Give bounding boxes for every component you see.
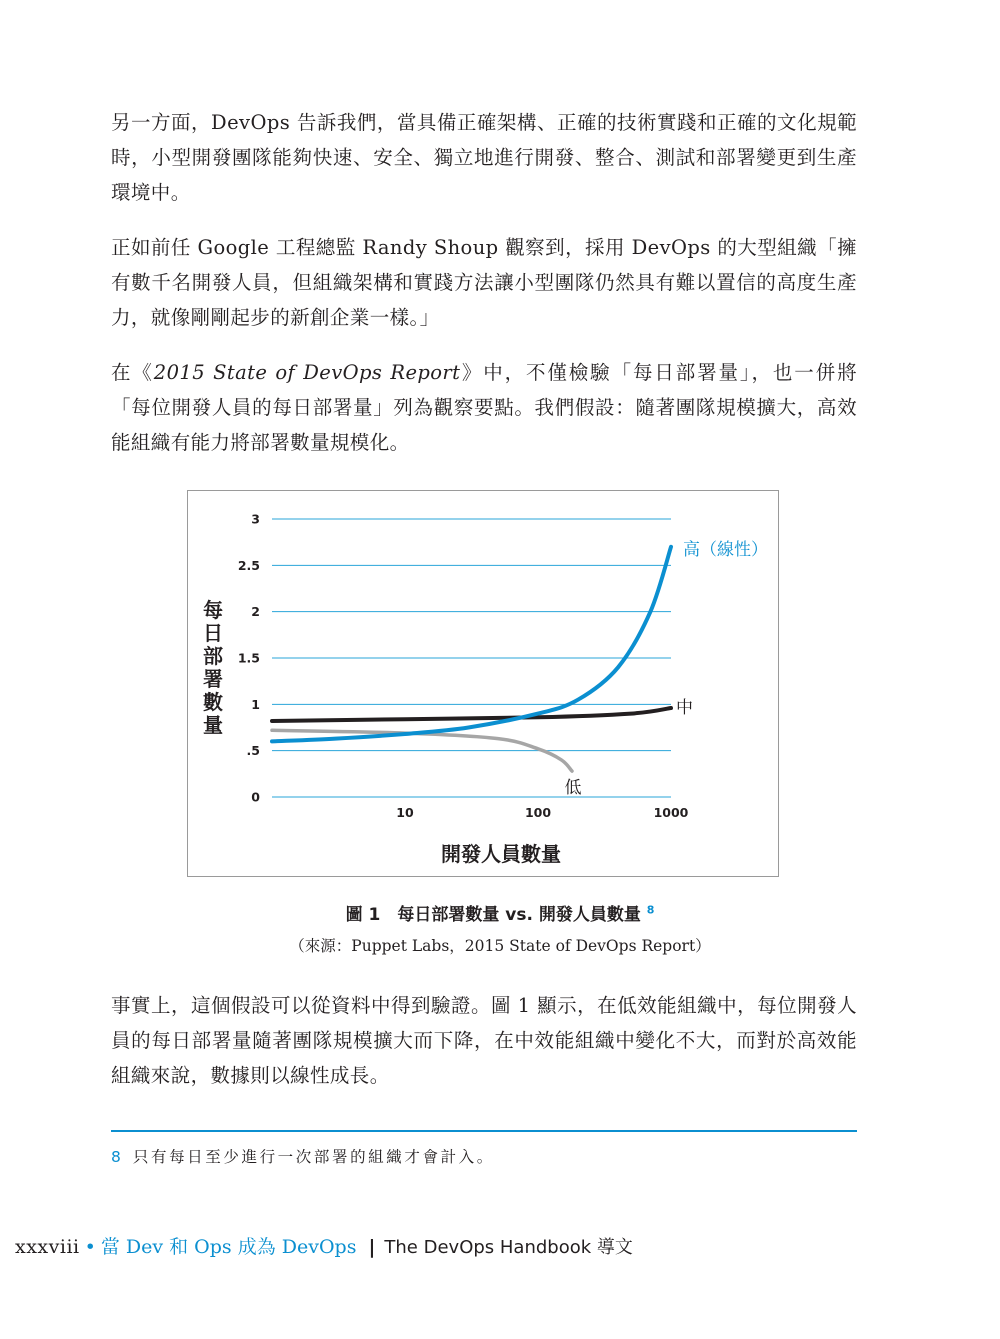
y-axis-title-char: 每 (203, 598, 223, 622)
x-tick-label: 100 (524, 805, 552, 820)
y-axis-title-char: 量 (203, 713, 223, 737)
page-footer (15, 1232, 633, 1259)
figure-chart-frame (187, 490, 779, 877)
chapter-title: The DevOps Handbook 導文 (384, 1237, 633, 1258)
x-axis-title: 開發人員數量 (441, 842, 561, 866)
y-tick-label: 2 (251, 604, 260, 620)
x-tick-label: 10 (396, 805, 414, 820)
y-axis-title-char: 署 (203, 667, 223, 691)
figure-caption-ref[interactable]: 8 (646, 903, 655, 917)
paragraph-3 (111, 355, 857, 460)
y-tick-label: 0 (251, 789, 260, 805)
paragraph-1: 另一方面，DevOps 告訴我們，當具備正確架構、正確的技術實踐和正確的文化規範時，小型開發團隊能夠快速、安全、獨立地進行開發、整合、測試和部署變更到生產環境中。 (111, 111, 857, 204)
book-title: 當 Dev 和 Ops 成為 DevOps (100, 1236, 357, 1258)
y-tick-label: 1.5 (237, 650, 260, 666)
paragraph-3-before: 在《 (111, 361, 154, 384)
paragraph-2: 正如前任 Google 工程總監 Randy Shoup 觀察到，採用 DevOps 的大型組織「擁有數千名開發人員，但組織架構和實踐方法讓小型團隊仍然具有難以置信的高度生產力，就像剛剛起步的新創企業一樣。」 (111, 236, 857, 329)
y-tick-label: 1 (251, 696, 260, 712)
y-axis-title-char: 數 (203, 690, 223, 714)
figure-caption-text: 圖 1 每日部署數量 vs. 開發人員數量 (345, 905, 641, 925)
paragraph-3-after: 》中，不僅檢驗「每日部署量」，也一併將「每位開發人員的每日部署量」列為觀察要點。我們假設：隨著團隊規模擴大，高效能組織有能力將部署數量規模化。 (111, 361, 857, 454)
footnote (111, 1145, 495, 1167)
paragraph-4: 事實上，這個假設可以從資料中得到驗證。圖 1 顯示，在低效能組織中，每位開發人員的每日部署量隨著團隊規模擴大而下降，在中效能組織中變化不大，而對於高效能組織來說，數據則以線性成長。 (111, 994, 857, 1087)
report-title-italic: 2015 State of DevOps Report (153, 361, 461, 384)
figure-caption (0, 900, 1000, 925)
footer-separator: | (368, 1236, 376, 1258)
x-tick-label: 1000 (653, 805, 689, 820)
footnote-text: 只有每日至少進行一次部署的組織才會計入。 (132, 1148, 495, 1166)
series-mid-line (272, 708, 671, 721)
y-tick-label: 2.5 (237, 557, 260, 573)
page-number: xxxviii (15, 1236, 80, 1258)
footnote-divider (111, 1130, 857, 1132)
series-mid-label: 中 (676, 698, 693, 719)
deployments-chart (188, 491, 780, 878)
series-high-line (272, 547, 671, 742)
series-low-label: 低 (564, 778, 582, 799)
y-axis-title-char: 日 (203, 621, 223, 645)
y-tick-label: 3 (251, 511, 260, 527)
series-high-label: 高（線性） (683, 539, 768, 560)
footer-bullet: • (84, 1236, 96, 1258)
footnote-number: 8 (111, 1148, 121, 1166)
y-tick-label: .5 (246, 743, 260, 759)
y-axis-title-char: 部 (203, 644, 223, 668)
figure-source: （來源：Puppet Labs，2015 State of DevOps Report） (289, 937, 711, 955)
